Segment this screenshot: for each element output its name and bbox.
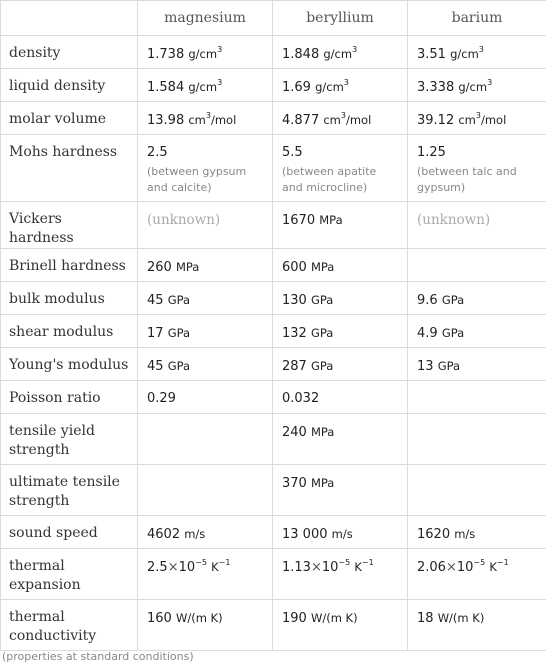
- mohs-note: (between talc and gypsum): [417, 165, 517, 194]
- thermal-expansion-barium: $2.06\times 10^{-5}$ $K^{-1}$: [408, 549, 546, 600]
- vickers-beryllium: 1670 MPa: [273, 202, 408, 249]
- table-row: [1, 202, 546, 249]
- row-label-tensile-yield-strength: tensile yield strength: [1, 414, 138, 465]
- table-row: [1, 135, 546, 202]
- shear-magnesium: 17 GPa: [138, 315, 273, 348]
- table-row: [1, 516, 546, 549]
- liquid-density-beryllium: 1.69 $g/cm^3$: [273, 69, 408, 102]
- bulk-barium: 9.6 GPa: [408, 282, 546, 315]
- liquid-density-magnesium: 1.584 $g/cm^3$: [138, 69, 273, 102]
- table-row: [1, 381, 546, 414]
- corner-cell: [1, 1, 138, 36]
- bulk-beryllium: 130 GPa: [273, 282, 408, 315]
- row-label-thermal-expansion: thermal expansion: [1, 549, 138, 600]
- table-row: [1, 249, 546, 282]
- table-row: [1, 414, 546, 465]
- tensile-yield-magnesium: [138, 414, 273, 465]
- row-label-shear-modulus: shear modulus: [1, 315, 138, 348]
- row-label-liquid-density: liquid density: [1, 69, 138, 102]
- mohs-barium: 1.25 (between talc and gypsum): [408, 135, 546, 202]
- mohs-beryllium: 5.5 (between apatite and microcline): [273, 135, 408, 202]
- table-row: [1, 69, 546, 102]
- row-label-ultimate-tensile-strength: ultimate tensile strength: [1, 465, 138, 516]
- vickers-magnesium: (unknown): [138, 202, 273, 249]
- mohs-note: (between gypsum and calcite): [147, 165, 247, 194]
- table-row: [1, 102, 546, 135]
- bulk-magnesium: 45 GPa: [138, 282, 273, 315]
- row-label-thermal-conductivity: thermal conductivity: [1, 600, 138, 651]
- tensile-yield-barium: [408, 414, 546, 465]
- row-label-sound-speed: sound speed: [1, 516, 138, 549]
- young-beryllium: 287 GPa: [273, 348, 408, 381]
- thermal-conductivity-beryllium: 190 W/(m K): [273, 600, 408, 651]
- shear-barium: 4.9 GPa: [408, 315, 546, 348]
- row-label-brinell-hardness: Brinell hardness: [1, 249, 138, 282]
- mohs-note: (between apatite and microcline): [282, 165, 377, 194]
- footnote: (properties at standard conditions): [2, 650, 194, 663]
- thermal-conductivity-magnesium: 160 W/(m K): [138, 600, 273, 651]
- row-label-density: density: [1, 36, 138, 69]
- brinell-beryllium: 600 MPa: [273, 249, 408, 282]
- young-barium: 13 GPa: [408, 348, 546, 381]
- table-row: [1, 600, 546, 651]
- row-label-vickers-hardness: Vickers hardness: [1, 202, 138, 249]
- table-row: [1, 348, 546, 381]
- molar-volume-magnesium: 13.98 $cm^3$/mol: [138, 102, 273, 135]
- poisson-beryllium: 0.032: [273, 381, 408, 414]
- shear-beryllium: 132 GPa: [273, 315, 408, 348]
- sound-speed-beryllium: 13 000 m/s: [273, 516, 408, 549]
- thermal-expansion-beryllium: $1.13\times 10^{-5}$ $K^{-1}$: [273, 549, 408, 600]
- table-row: [1, 315, 546, 348]
- row-label-molar-volume: molar volume: [1, 102, 138, 135]
- thermal-conductivity-barium: 18 W/(m K): [408, 600, 546, 651]
- liquid-density-barium: 3.338 $g/cm^3$: [408, 69, 546, 102]
- density-magnesium: 1.738 $g/cm^3$: [138, 36, 273, 69]
- row-label-mohs-hardness: Mohs hardness: [1, 135, 138, 202]
- sound-speed-barium: 1620 m/s: [408, 516, 546, 549]
- brinell-barium: [408, 249, 546, 282]
- table-row: [1, 465, 546, 516]
- table-row: [1, 549, 546, 600]
- vickers-barium: (unknown): [408, 202, 546, 249]
- mohs-magnesium: 2.5 (between gypsum and calcite): [138, 135, 273, 202]
- row-label-youngs-modulus: Young's modulus: [1, 348, 138, 381]
- young-magnesium: 45 GPa: [138, 348, 273, 381]
- molar-volume-barium: 39.12 $cm^3$/mol: [408, 102, 546, 135]
- thermal-expansion-magnesium: $2.5\times 10^{-5}$ $K^{-1}$: [138, 549, 273, 600]
- molar-volume-beryllium: 4.877 $cm^3$/mol: [273, 102, 408, 135]
- sound-speed-magnesium: 4602 m/s: [138, 516, 273, 549]
- column-header-magnesium: magnesium: [138, 1, 273, 36]
- row-label-poisson-ratio: Poisson ratio: [1, 381, 138, 414]
- header-row: [1, 1, 546, 36]
- density-barium: 3.51 $g/cm^3$: [408, 36, 546, 69]
- ultimate-tensile-barium: [408, 465, 546, 516]
- poisson-barium: [408, 381, 546, 414]
- brinell-magnesium: 260 MPa: [138, 249, 273, 282]
- poisson-magnesium: 0.29: [138, 381, 273, 414]
- row-label-bulk-modulus: bulk modulus: [1, 282, 138, 315]
- column-header-barium: barium: [408, 1, 546, 36]
- ultimate-tensile-beryllium: 370 MPa: [273, 465, 408, 516]
- tensile-yield-beryllium: 240 MPa: [273, 414, 408, 465]
- column-header-beryllium: beryllium: [273, 1, 408, 36]
- table-row: [1, 282, 546, 315]
- density-beryllium: 1.848 $g/cm^3$: [273, 36, 408, 69]
- table-row: [1, 36, 546, 69]
- ultimate-tensile-magnesium: [138, 465, 273, 516]
